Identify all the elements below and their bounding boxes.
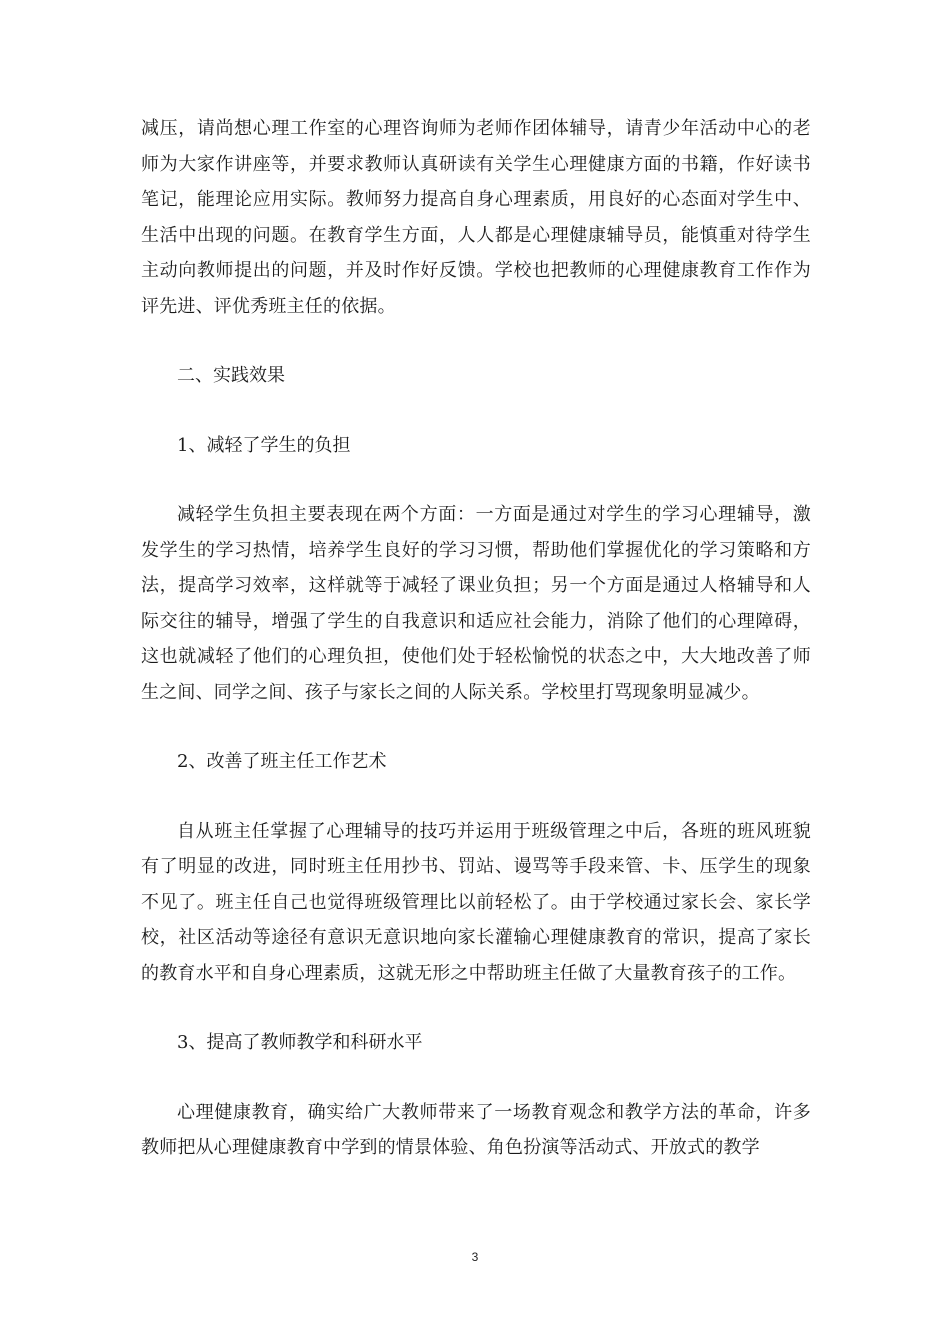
page-content — [141, 111, 811, 1166]
spacer — [141, 463, 811, 497]
spacer — [141, 710, 811, 744]
spacer — [141, 1061, 811, 1095]
spacer — [141, 780, 811, 814]
subsection-body-2: 自从班主任掌握了心理辅导的技巧并运用于班级管理之中后，各班的班风班貌有了明显的改进，同时班主任用抄书、罚站、谩骂等手段来管、卡、压学生的现象不见了。班主任自己也觉得班级管理比以前轻松了。由于学校通过家长会、家长学校，社区活动等途径有意识无意识地向家长灌输心理健康教育的常识，提高了家长的教育水平和自身心理素质，这就无形之中帮助班主任做了大量教育孩子的工作。 — [141, 820, 811, 984]
spacer — [141, 324, 811, 358]
subsection-heading-2: 2、改善了班主任工作艺术 — [177, 751, 387, 772]
subsection-heading-1: 1、减轻了学生的负担 — [177, 434, 351, 456]
spacer — [141, 991, 811, 1025]
page-number: 3 — [471, 1250, 479, 1264]
continuation-paragraph: 减压，请尚想心理工作室的心理咨询师为老师作团体辅导，请青少年活动中心的老师为大家作讲座等，并要求教师认真研读有关学生心理健康方面的书籍，作好读书笔记，能理论应用实际。教师努力提高自身心理素质，用良好的心态面对学生中、生活中出现的问题。在教育学生方面，人人都是心理健康辅导员，能慎重对待学生主动向教师提出的问题，并及时作好反馈。学校也把教师的心理健康教育工作作为评先进、评优秀班主任的依据。 — [141, 118, 811, 317]
spacer — [141, 394, 811, 428]
subsection-heading-3: 3、提高了教师教学和科研水平 — [177, 1032, 423, 1053]
subsection-body-1: 减轻学生负担主要表现在两个方面：一方面是通过对学生的学习心理辅导，激发学生的学习热情，培养学生良好的学习习惯，帮助他们掌握优化的学习策略和方法，提高学习效率，这样就等于减轻了课业负担；另一个方面是通过人格辅导和人际交往的辅导，增强了学生的自我意识和适应社会能力，消除了他们的心理障碍，这也就减轻了他们的心理负担，使他们处于轻松愉悦的状态之中，大大地改善了师生之间、同学之间、孩子与家长之间的人际关系。学校里打骂现象明显减少。 — [141, 504, 811, 703]
subsection-body-3: 心理健康教育，确实给广大教师带来了一场教育观念和教学方法的革命，许多教师把从心理健康教育中学到的情景体验、角色扮演等活动式、开放式的教学 — [141, 1101, 811, 1158]
section-heading-practice-effects: 二、实践效果 — [177, 365, 285, 386]
